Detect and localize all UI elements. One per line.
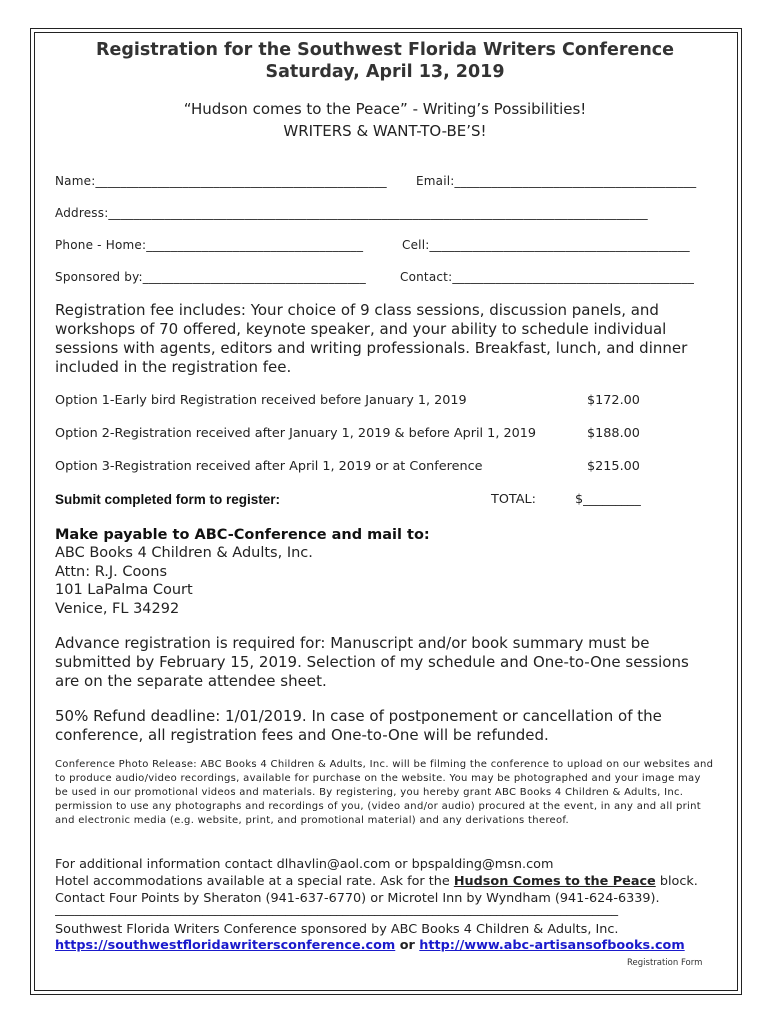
form-tag: Registration Form	[627, 958, 703, 968]
sponsored-by-field[interactable]: Sponsored by:____________________________________	[55, 270, 366, 284]
mail-line-3: 101 LaPalma Court	[55, 582, 193, 598]
hotel-line-end: block.	[655, 874, 698, 889]
hotel-contact-line: Contact Four Points by Sheraton (941-637-6770) or Microtel Inn by Wyndham (941-624-6339).	[55, 891, 660, 906]
hotel-line-text: Hotel accommodations available at a special rate. Ask for the	[55, 874, 454, 889]
publisher-website-link[interactable]: http://www.abc-artisansofbooks.com	[419, 938, 685, 953]
hotel-block-name: Hudson Comes to the Peace	[453, 874, 656, 889]
address-field[interactable]: Address:_______________________________________________________________________________________	[55, 206, 648, 220]
info-contact-line: For additional information contact dlhavlin@aol.com or bpspalding@msn.com	[55, 857, 554, 872]
option-2-label: Option 2-Registration received after January 1, 2019 & before April 1, 2019	[55, 426, 537, 441]
option-3-label: Option 3-Registration received after April 1, 2019 or at Conference	[55, 459, 483, 474]
option-1-label: Option 1-Early bird Registration received before January 1, 2019	[55, 393, 467, 408]
photo-release-text: Conference Photo Release: ABC Books 4 Children & Adults, Inc. will be filming the conference to upload on our websites and to produce audio/video recordings, available for purchase on the website. You may be photographed and your image may be used in our promotional videos and materials. By registering, you hereby grant ABC Books 4 Children & Adults, Inc. permission to use any photographs and recordings of you, (video and/or audio) procured at the event, in any and all print and electronic media (e.g. website, print, and promotional material) and any derivations thereof.	[55, 759, 714, 826]
conference-website-link[interactable]: https://southwestfloridawritersconference.com	[55, 938, 396, 953]
email-field[interactable]: Email:_______________________________________	[416, 174, 697, 188]
mail-line-1: ABC Books 4 Children & Adults, Inc.	[55, 545, 313, 561]
fee-description: Registration fee includes: Your choice of 9 class sessions, discussion panels, and workshops of 70 offered, keynote speaker, and your ability to schedule individual sessions with agents, editors and writing professionals. Breakfast, lunch, and dinner included in the registration fee.	[55, 301, 688, 376]
total-label: TOTAL:	[491, 492, 536, 507]
event-date: Saturday, April 13, 2019	[265, 62, 505, 82]
phone-home-field[interactable]: Phone - Home:___________________________________	[55, 238, 364, 252]
total-field[interactable]: $_________	[575, 492, 641, 507]
theme-subtitle: “Hudson comes to the Peace” - Writing’s Possibilities!	[183, 100, 587, 118]
cell-field[interactable]: Cell:__________________________________________	[402, 238, 690, 252]
sponsor-line: Southwest Florida Writers Conference sponsored by ABC Books 4 Children & Adults, Inc.	[55, 922, 619, 937]
tagline: WRITERS & WANT-TO-BE’S!	[283, 122, 487, 140]
contact-field[interactable]: Contact:_______________________________________	[400, 270, 695, 284]
mail-line-4: Venice, FL 34292	[55, 601, 180, 617]
mail-line-2: Attn: R.J. Coons	[55, 564, 167, 580]
submit-label: Submit completed form to register:	[55, 492, 281, 507]
payable-heading: Make payable to ABC-Conference and mail to:	[55, 527, 430, 543]
option-3-price: $215.00	[587, 459, 640, 474]
form-title: Registration for the Southwest Florida Writers Conference	[95, 40, 675, 60]
links-line	[55, 938, 685, 954]
option-1-price: $172.00	[587, 393, 640, 408]
link-separator: or	[395, 938, 420, 953]
hotel-line	[55, 874, 698, 890]
divider-line: ________________________________________________________________________________________	[55, 902, 619, 917]
option-2-price: $188.00	[587, 426, 640, 441]
name-field[interactable]: Name:_______________________________________________	[55, 174, 387, 188]
refund-text: 50% Refund deadline: 1/01/2019. In case of postponement or cancellation of the conference, all registration fees and One-to-One will be refunded.	[55, 707, 662, 744]
advance-registration-text: Advance registration is required for: Manuscript and/or book summary must be submitted by February 15, 2019. Selection of my schedule and One-to-One sessions are on the separate attendee sheet.	[55, 634, 689, 690]
